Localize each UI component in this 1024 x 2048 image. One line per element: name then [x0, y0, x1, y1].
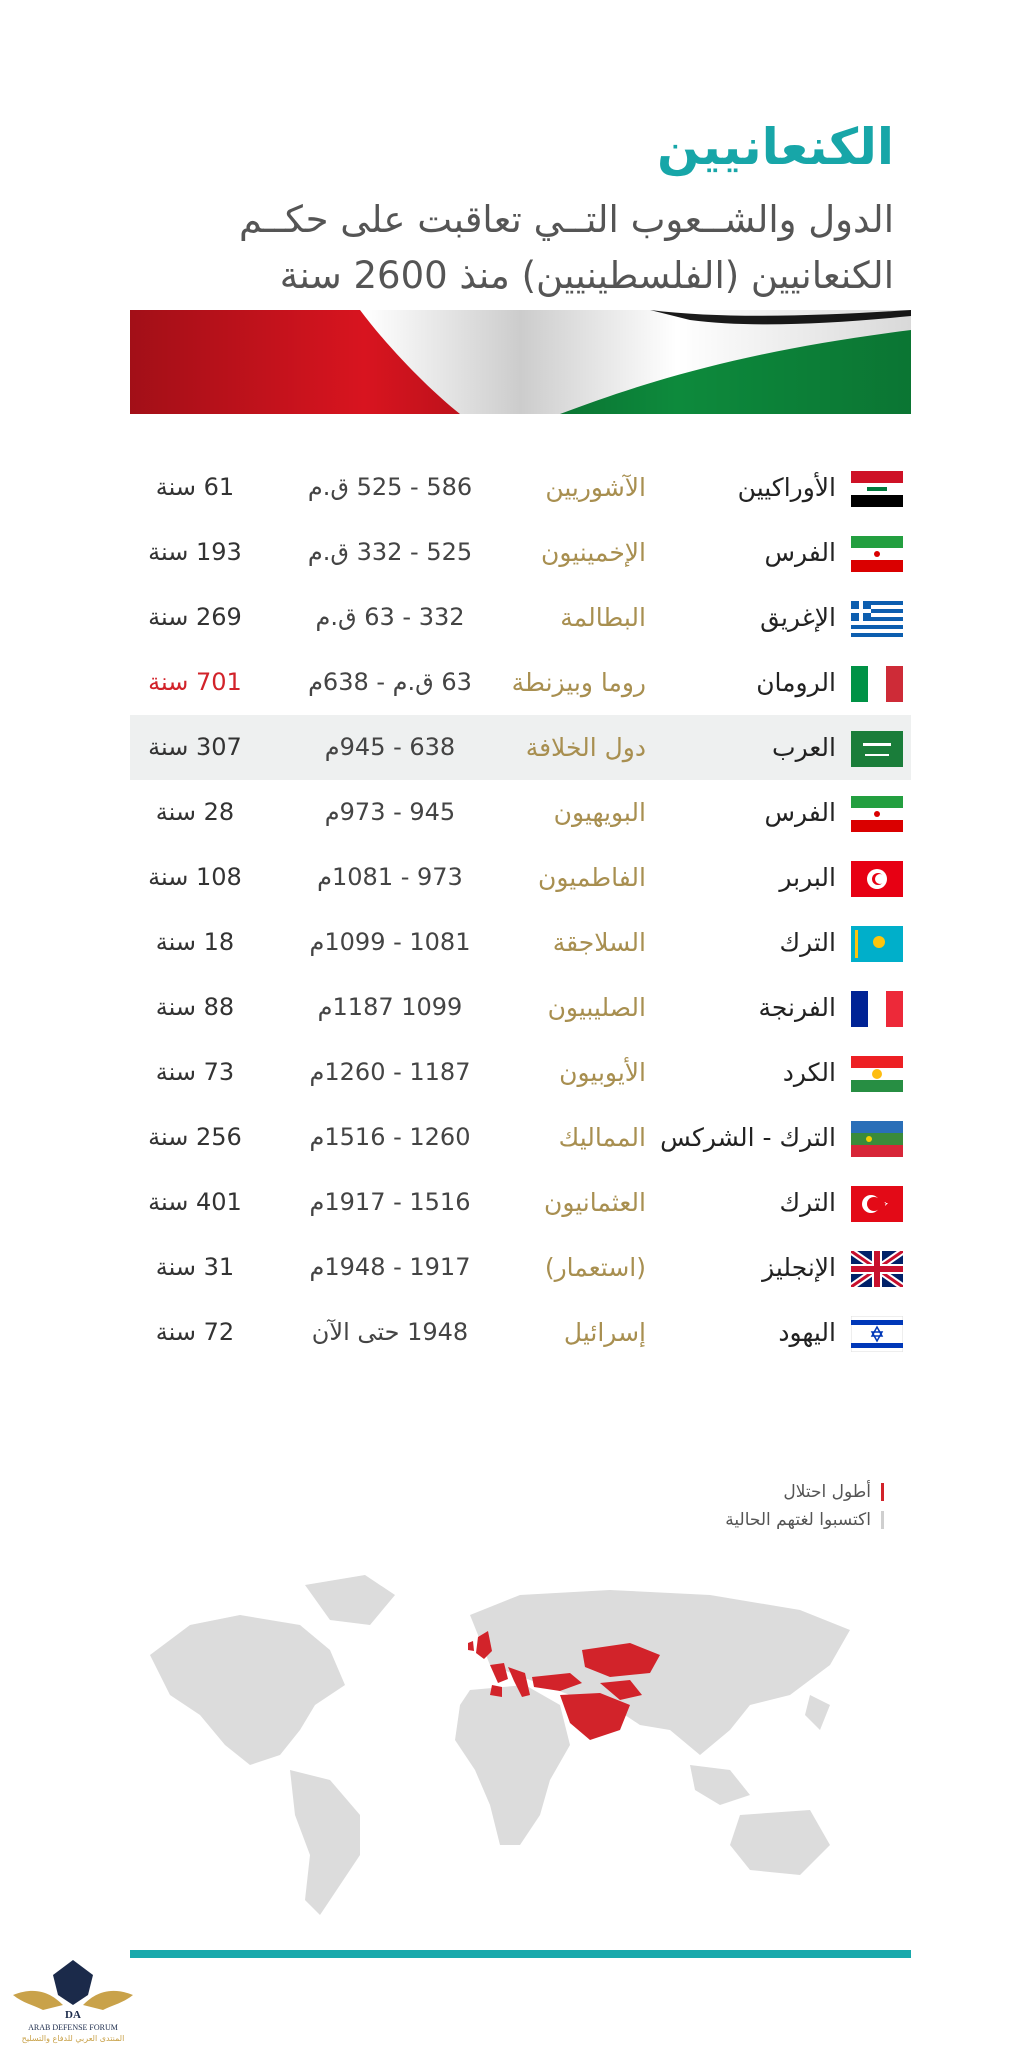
period-range: 332 - 63 ق.م	[315, 603, 465, 631]
period-range: 1948 حتى الآن	[311, 1318, 469, 1346]
palestine-flag-banner	[130, 310, 911, 414]
table-row	[130, 1300, 911, 1365]
table-row	[130, 1105, 911, 1170]
iran-flag-icon	[851, 794, 903, 830]
duration: 28 سنة	[155, 798, 235, 826]
period-range: 525 - 332 ق.م	[307, 538, 473, 566]
period-range: 1187 - 1260م	[309, 1058, 471, 1086]
period-range: 1260 - 1516م	[309, 1123, 471, 1151]
table-row	[130, 975, 911, 1040]
state-name: الإخمينيون	[540, 538, 646, 567]
state-name: دول الخلافة	[525, 733, 646, 762]
duration: 72 سنة	[155, 1318, 235, 1346]
israel-flag-icon	[851, 1314, 903, 1350]
period-range: 63 ق.م - 638م	[308, 668, 472, 696]
period-range: 1516 - 1917م	[309, 1188, 471, 1216]
table-row	[130, 1235, 911, 1300]
duration: 269 سنة	[148, 603, 242, 631]
people-name: الإنجليز	[762, 1253, 836, 1282]
rule-table	[130, 455, 911, 1365]
logo-mark: DA	[65, 2009, 81, 2021]
duration: 256 سنة	[148, 1123, 242, 1151]
iran-flag-icon	[851, 534, 903, 570]
state-name: العثمانيون	[543, 1188, 646, 1217]
duration: 18 سنة	[155, 928, 235, 956]
arab-defense-forum-logo	[8, 1955, 138, 2045]
period-range: 638 - 945م	[324, 733, 456, 761]
page-subtitle: الدول والشــعوب التــي تعاقبت على حكــم الكنعانيين (الفلسطينيين) منذ 2600 سنة	[238, 198, 894, 297]
bottom-accent-line	[130, 1950, 911, 1958]
period-range: 945 - 973م	[324, 798, 456, 826]
table-row	[130, 845, 911, 910]
legend-red-marker	[881, 1483, 884, 1501]
period-range: 1081 - 1099م	[309, 928, 471, 956]
greece-flag-icon	[851, 599, 903, 635]
legend-item-longest	[725, 1478, 884, 1506]
table-row	[130, 780, 911, 845]
duration: 108 سنة	[148, 863, 242, 891]
iraq-flag-icon	[851, 469, 903, 505]
period-range: 973 - 1081م	[317, 863, 463, 891]
people-name: الفرس	[764, 798, 836, 827]
map-legend	[725, 1478, 884, 1534]
state-name: الآشوريين	[545, 473, 646, 502]
uk-flag-icon	[851, 1249, 903, 1285]
state-name: (استعمار)	[544, 1253, 646, 1282]
duration: 73 سنة	[155, 1058, 235, 1086]
state-name: المماليك	[558, 1123, 646, 1152]
people-name: اليهود	[778, 1318, 836, 1347]
duration: 61 سنة	[155, 473, 235, 501]
state-name: السلاجقة	[552, 928, 646, 957]
people-name: الترك	[779, 928, 836, 957]
duration: 401 سنة	[148, 1188, 242, 1216]
france-flag-icon	[851, 989, 903, 1025]
state-name: الأيوبيون	[559, 1058, 646, 1087]
people-name: العرب	[772, 733, 836, 762]
people-name: الترك - الشركس	[660, 1123, 836, 1152]
people-name: الفرنجة	[758, 993, 836, 1022]
state-name: إسرائيل	[563, 1318, 646, 1347]
state-name: الصليبيون	[547, 993, 646, 1022]
people-name: الرومان	[756, 668, 836, 697]
logo-text-ar: المنتدى العربي للدفاع والتسليح	[21, 2034, 125, 2043]
turkey-flag-icon	[851, 1184, 903, 1220]
world-map	[130, 1555, 911, 1935]
table-row	[130, 650, 911, 715]
people-name: الأوراكيين	[737, 473, 836, 502]
people-name: البربر	[779, 863, 836, 892]
state-name: البطالمة	[560, 603, 646, 632]
duration: 701 سنة	[148, 668, 242, 696]
table-row	[130, 1170, 911, 1235]
duration: 88 سنة	[155, 993, 235, 1021]
logo-text-en: ARAB DEFENSE FORUM	[28, 2023, 118, 2032]
kazakhstan-flag-icon	[851, 924, 903, 960]
state-name: روما وبيزنطة	[511, 668, 646, 697]
duration: 307 سنة	[148, 733, 242, 761]
table-row	[130, 585, 911, 650]
saudi-flag-icon	[851, 729, 903, 765]
italy-flag-icon	[851, 664, 903, 700]
table-row	[130, 910, 911, 975]
table-row	[130, 715, 911, 780]
table-row	[130, 455, 911, 520]
state-name: الفاطميون	[538, 863, 646, 892]
legend-language-label: اكتسبوا لغتهم الحالية	[725, 1510, 871, 1530]
duration: 31 سنة	[155, 1253, 235, 1281]
circassia-flag-icon	[851, 1119, 903, 1155]
people-name: الفرس	[764, 538, 836, 567]
people-name: الإغريق	[760, 603, 836, 632]
legend-grey-marker	[881, 1511, 884, 1529]
duration: 193 سنة	[148, 538, 242, 566]
people-name: الترك	[779, 1188, 836, 1217]
tunisia-flag-icon	[851, 859, 903, 895]
state-name: البويهيون	[553, 798, 646, 827]
page-title: الكنعانيين	[657, 118, 894, 176]
period-range: 586 - 525 ق.م	[307, 473, 473, 501]
period-range: 1917 - 1948م	[309, 1253, 471, 1281]
legend-longest-label: أطول احتلال	[783, 1482, 871, 1502]
period-range: 1099 1187م	[317, 993, 463, 1021]
legend-item-language	[725, 1506, 884, 1534]
table-row	[130, 520, 911, 585]
kurdistan-flag-icon	[851, 1054, 903, 1090]
people-name: الكرد	[782, 1058, 836, 1087]
table-row	[130, 1040, 911, 1105]
